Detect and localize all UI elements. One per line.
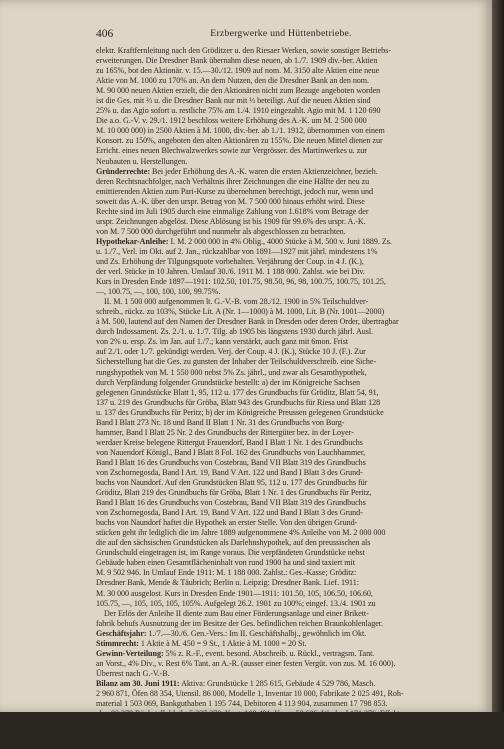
line-text: I. M. 2 000 000 in 4% Oblig., 4000 Stücke à M. 500 v. Juni 1889. Zs. [168, 236, 392, 246]
text-line [96, 679, 484, 689]
text-line [96, 488, 484, 498]
line-text: werdaer Kreise belegene Rittergut Frauendorf, Band I Blatt 1 Nr. 1 des Grundbuchs [96, 437, 363, 447]
text-line [96, 589, 484, 599]
text-line [96, 388, 484, 398]
line-text: Sicherstellung hat die Ges. zu gunsten der Inhaber der Teilschuldverschreib. eine Siche- [96, 357, 377, 367]
line-text: buchs von Naundorf haftet die Hypothek an erster Stelle. Von den übrigen Grund- [96, 518, 358, 528]
text-line [96, 428, 484, 438]
line-text: und Zs. Erhöhung der Tilgungsquote vorbehalten. Verjährung der Coup. in 4 J. (K.), [96, 256, 364, 266]
text-line [96, 599, 484, 609]
page-number: 406 [96, 28, 114, 40]
line-text: Dresdner Bank, Mende & Täubrich; Berlin u. Leipzig: Dresdner Bank. Lief. 1911: [96, 578, 359, 588]
section-lead: Bilanz am 30. Juni 1911: [96, 678, 180, 688]
text-line [96, 498, 484, 508]
text-line [96, 378, 484, 388]
line-text: Erricht. eines neuen Blechwalzwerkes sowie zur Vergrösser. des Martinwerkes u. zur [96, 146, 367, 156]
line-text: Der Erlös der Anleihe II diente zum Bau einer Förderungsanlage und einer Brikett- [104, 608, 369, 618]
text-line [96, 197, 484, 207]
line-text: 5% z. R.-F., event. besond. Abschreib. u. Rückl., vertragsm. Tant. [163, 648, 375, 658]
line-text: abz. 82 278 Rückstell. bleibt 5 227 370, Kaut. 108 491, Kasse 50 686, Wechsel 171 276, Effekten [96, 709, 408, 719]
line-text: M. 9 502 946. In Umlauf Ende 1911: M. 1 188 000. Zahlst.: Ges.-Kasse; Gröditz: [96, 568, 357, 578]
line-text: 105.75, —, 105, 105, 105, 105%. Aufgelegt 26.2. 1901 zu 100%; eingef. 13./4. 1901 zu [96, 598, 376, 608]
line-text: von Zschornegosda, Band I Art. 19, Band V Art. 122 und Band I Blatt 3 des Grund- [96, 508, 363, 518]
line-text: II. M. 1 500 000 aufgenommen lt. G.-V.-B. vom 28./12. 1900 in 5% Teilschuldver- [104, 297, 369, 307]
line-text: Neubauten u. Herstellungen. [96, 156, 188, 166]
text-line [96, 568, 484, 578]
text-line [96, 729, 484, 739]
text-line [96, 609, 484, 619]
text-line [96, 739, 484, 749]
text-line [96, 438, 484, 448]
text-line [96, 327, 484, 337]
text-line [96, 699, 484, 709]
section-lead: Gewinn-Verteilung: [96, 648, 164, 658]
text-line [96, 106, 484, 116]
line-text: Beamte 390 633 (Rückl. 25 000), do. Arb. 345 738 (Rückl. 50 000), Kaut. 107 950, R.-F. I 1 000 000, [96, 739, 421, 749]
text-line [96, 689, 484, 699]
section-lead: Stimmrecht: [96, 638, 139, 648]
section-lead: Hypothekar-Anleihe: [96, 236, 169, 246]
text-line [96, 317, 484, 327]
text-line [96, 307, 484, 317]
text-line [96, 146, 484, 156]
line-text: schreib., rückz. zu 103%, Stücke Lit. A (Nr. 1—1000) à M. 1000, Lit. B (Nr. 1001—2000) [96, 307, 385, 317]
body-text [96, 46, 484, 749]
text-line [96, 548, 484, 558]
line-text: der verl. Stücke in 10 Jahren. Umlauf 30./6. 1911 M. 1 188 000. Zahlst. wie bei Div. [96, 267, 365, 277]
line-text: deren Rechtsnachfolger, nach Verhältnis ihrer Zeichnungen die eine Hälfte der neu zu [96, 176, 370, 186]
text-line [96, 217, 484, 227]
text-line [96, 227, 484, 237]
text-line [96, 187, 484, 197]
text-line [96, 368, 484, 378]
line-text: emittierenden Aktien zum Pari-Kurse zu übernehmen berechtigt, jedoch nur, wenn und [96, 186, 373, 196]
line-text: material 1 503 069, Bankguthaben 1 195 744, Debitoren 4 113 904, zusammen 17 798 853. [96, 699, 388, 709]
line-text: Konsort. zu 150%, angeboten den alten Aktionären zu 155%. Die neuen Mittel dienen zur [96, 136, 383, 146]
line-text: schuldverschreib. 1 188 000, do. Zs.-Kto 21 465, Kredit. 3 571 046, Gustav Hartmann-Stift. für [96, 729, 401, 739]
line-text: M. 90 000 neuen Aktien erzielt, die den Aktionären nicht zum Bezuge angeboten worden [96, 86, 381, 96]
line-text: Aktie von M. 1000 zu 170% an. An dem Nutzen, den die Dresdner Bank an den nom. [96, 76, 370, 86]
line-text: Überrest nach G.-V.-B. [96, 668, 170, 678]
line-text: Die a.o. G.-V. v. 29./1. 1912 beschloss weitere Erhöhung des A.-K. um M. 2 500 000 [96, 116, 367, 126]
text-line [96, 558, 484, 568]
text-line [96, 126, 484, 136]
line-text: von Zschornegosda, Band I Art. 19, Band V Art. 122 und Band I Blatt 3 des Grund- [96, 467, 363, 477]
line-text: durch Indossament. Zs. 2./1. u. 1./7. Tilg. ab 1905 bis längstens 1930 durch jährl. Ausl. [96, 327, 374, 337]
line-text: urspr. Zeichnungen abgelöst. Diese Ablösung ist bis 1909 für 99.6% des urspr. A.-K. [96, 216, 366, 226]
text-line [96, 508, 484, 518]
text-line [96, 96, 484, 106]
section-lead: Geschäftsjahr: [96, 628, 147, 638]
line-text: elektr. Kraftfernleitung nach den Gröditzer u. den Riesaer Werken, sowie sonstiger Betriebs- [96, 46, 391, 55]
running-head: Erzbergwerke und Hüttenbetriebe. [210, 28, 352, 39]
line-text: u. 137 des Grundbuchs für Peritz; b) der im Königreiche Preussen gelegenen Grundstücke [96, 407, 384, 417]
line-text: soweit das A.-K. über den urspr. Betrag von M. 7 500 000 hinaus erhöht wird. Diese [96, 196, 365, 206]
line-text: à M. 500, lautend auf den Namen der Dresdner Bank in Dresden oder deren Order, übertragbar [96, 317, 399, 327]
text-line [96, 257, 484, 267]
text-line [96, 398, 484, 408]
text-line [96, 408, 484, 418]
line-text: von Nauendorf Königl., Band I Blatt 8 Fol. 162 des Grundbuchs von Lauchhammer, [96, 447, 366, 457]
line-text: M. 30 000 ausgelost. Kurs in Dresden Ende 1901—1911: 101.50, 105, 106.50, 106.60, [96, 588, 373, 598]
line-text: Grundschuld eingetragen ist, im Range voraus. Die verpfändeten Grundstücke nebst [96, 548, 365, 558]
line-text: Bei jeder Erhöhung des A.-K. waren die ersten Aktienzeichner, bezieh. [150, 166, 378, 176]
line-text: 1 Aktie à M. 450 = 9 St., 1 Aktie à M. 1000 = 20 St. [138, 638, 307, 648]
line-text: Gebäude haben einen Gesamtflächeninhalt von rund 1900 ha und sind taxiert mit [96, 558, 355, 568]
text-line [96, 76, 484, 86]
text-line [96, 86, 484, 96]
text-line [96, 237, 484, 247]
line-text: Rechte sind im Juli 1905 durch eine einmalige Zahlung von 1.618% vom Betrage der [96, 206, 369, 216]
text-line [96, 287, 484, 297]
line-text: von 2% u. ersp. Zs. im Jan. auf 1./7.; kann verstärkt, auch ganz mit 6mon. Frist [96, 337, 349, 347]
text-line [96, 247, 484, 257]
text-line [96, 629, 484, 639]
text-line [96, 347, 484, 357]
line-text: buchs von Naundorf. Auf den Grundstücken Blatt 95, 112 u. 177 des Grundbuchs für [96, 478, 368, 488]
text-line [96, 56, 484, 66]
line-text: ist die Ges. mit ⅔ u. die Dresdner Bank nur mit ⅓ beteiligt. Auf die neuen Aktien sind [96, 96, 371, 106]
text-line [96, 207, 484, 217]
line-text: 1 119 194. Hypoth. 89 576, Betei. 111 050. — Passiva: A.-K. 7 500 000, Oblig. I 1 188 000, Teil- [96, 719, 407, 729]
text-line [96, 357, 484, 367]
line-text: Gröditz, Blatt 219 des Grundbuchs für Gröba, Blatt 1 Nr. 1 des Grundbuchs für Peritz, [96, 488, 372, 498]
text-line [96, 157, 484, 167]
text-line [96, 669, 484, 679]
line-text: 2 960 871, Öfen 88 354, Utensil. 86 000, Modelle 1, Inventar 10 000, Fabrikate 2 025 491, Roh- [96, 689, 404, 698]
section-lead: Gründerrechte: [96, 166, 150, 176]
line-text: fabrik behufs Ausnutzung der im Besitze der Ges. befindlichen reichen Braunkohlenlager. [96, 618, 383, 628]
text-line [96, 538, 484, 548]
line-text: hammer, Band I Blatt 25 Nr. 2 des Grundbuchs der Rittergüter bez. in der Loyer- [96, 427, 354, 437]
line-text: durch Verpfändung folgender Grundstücke bestellt: a) der im Königreiche Sachsen [96, 377, 361, 387]
text-line [96, 136, 484, 146]
text-line [96, 418, 484, 428]
line-text: u. 1./7., Verl. im Okt. auf 2. Jan., rückzahlbar von 1891—1927 mit jährl. mindestens 1% [96, 246, 378, 256]
text-line [96, 267, 484, 277]
line-text: rungshypothek von M. 1 550 000 nebst 5% Zs. jährl., und zwar als Gesamthypothek, [96, 367, 367, 377]
line-text: M. 10 000 000) in 2500 Aktien à M. 1000, div.-ber. ab 1./1. 1912, übernommen von einem [96, 126, 385, 136]
line-text: Aktiva: Grundstücke 1 285 615, Gebäude 4 529 786, Masch. [179, 678, 376, 688]
text-line [96, 478, 484, 488]
text-line [96, 66, 484, 76]
line-text: auf 2./1. oder 1./7. gekündigt werden. Verj. der Coup. 4 J. (K.), Stücke 10 J. (F.). Zur [96, 347, 366, 357]
line-text: 137 u. 219 des Grundbuchs für Gröba, Blatt 943 des Grundbuchs für Riesa und Blatt 128 [96, 397, 381, 407]
text-line [96, 659, 484, 669]
line-text: gelegenen Grundstücke Blatt 1, 95, 112 u. 177 des Grundbuchs für Gröditz, Blatt 54, 91, [96, 387, 379, 397]
text-line [96, 719, 484, 729]
line-text: Kurs in Dresden Ende 1897—1911: 102.50, 101.75, 98.50, 96, 98, 100.75, 100.75, 101.25, [96, 277, 386, 287]
book-binding-shadow [492, 0, 504, 712]
text-line [96, 518, 484, 528]
text-line [96, 528, 484, 538]
line-text: zu 165%, bot den Aktionär. v. 15.—30./12. 1909 auf nom. M. 3150 alte Aktien eine neue [96, 66, 380, 76]
line-text: die auf den sächsischen Grundstücken als Darlehnshypothek, auf den preussischen als [96, 538, 371, 548]
text-line [96, 619, 484, 629]
line-text: an Vorst., 4% Div., v. Rest 6% Tant. an A.-R. (ausser einer festen Vergüt. von zus. M. 16 000). [96, 658, 396, 668]
text-line [96, 116, 484, 126]
text-line [96, 177, 484, 187]
text-line [96, 277, 484, 287]
text-line [96, 639, 484, 649]
text-line [96, 297, 484, 307]
page-header [96, 28, 466, 40]
text-line [96, 458, 484, 468]
line-text: erweiterungen. Die Dresdner Bank übernahm diese neuen, ab 1./7. 1909 div.-ber. Aktien [96, 56, 378, 66]
line-text: Band I Blatt 16 des Grundbuchs von Costebrau, Band VII Blatt 319 des Grundbuchs [96, 498, 366, 508]
line-text: 25% u. das Agio sofort u. restliche 75% am 1./4. 1910 eingezahlt. Agio mit M. 1 120 690 [96, 106, 381, 116]
line-text: Band I Blatt 273 Nr. 18 und Band II Blatt 1 Nr. 31 des Grundbuchs von Burg- [96, 417, 345, 427]
text-line [96, 448, 484, 458]
text-line [96, 167, 484, 177]
line-text: 1./7.—30./6. Gen.-Vers.: Im II. Geschäftshalbj., gewöhnlich im Okt. [146, 628, 367, 638]
text-line [96, 337, 484, 347]
line-text: stücken geht ihr lediglich die im Jahre 1889 aufgenommene 4% Anleihe von M. 2 000 000 [96, 528, 386, 538]
text-line [96, 709, 484, 719]
text-line [96, 649, 484, 659]
text-line [96, 46, 484, 56]
line-text: —, 100.75, —, 100, 100, 100, 99.75%. [96, 287, 221, 297]
text-line [96, 468, 484, 478]
text-line [96, 578, 484, 588]
line-text: von M. 7 500 000 durchgeführt und nunmehr als abgeschlossen zu betrachten. [96, 226, 346, 236]
line-text: Band I Blatt 16 des Grundbuchs von Costebrau, Band VII Blatt 319 des Grundbuchs [96, 457, 366, 467]
